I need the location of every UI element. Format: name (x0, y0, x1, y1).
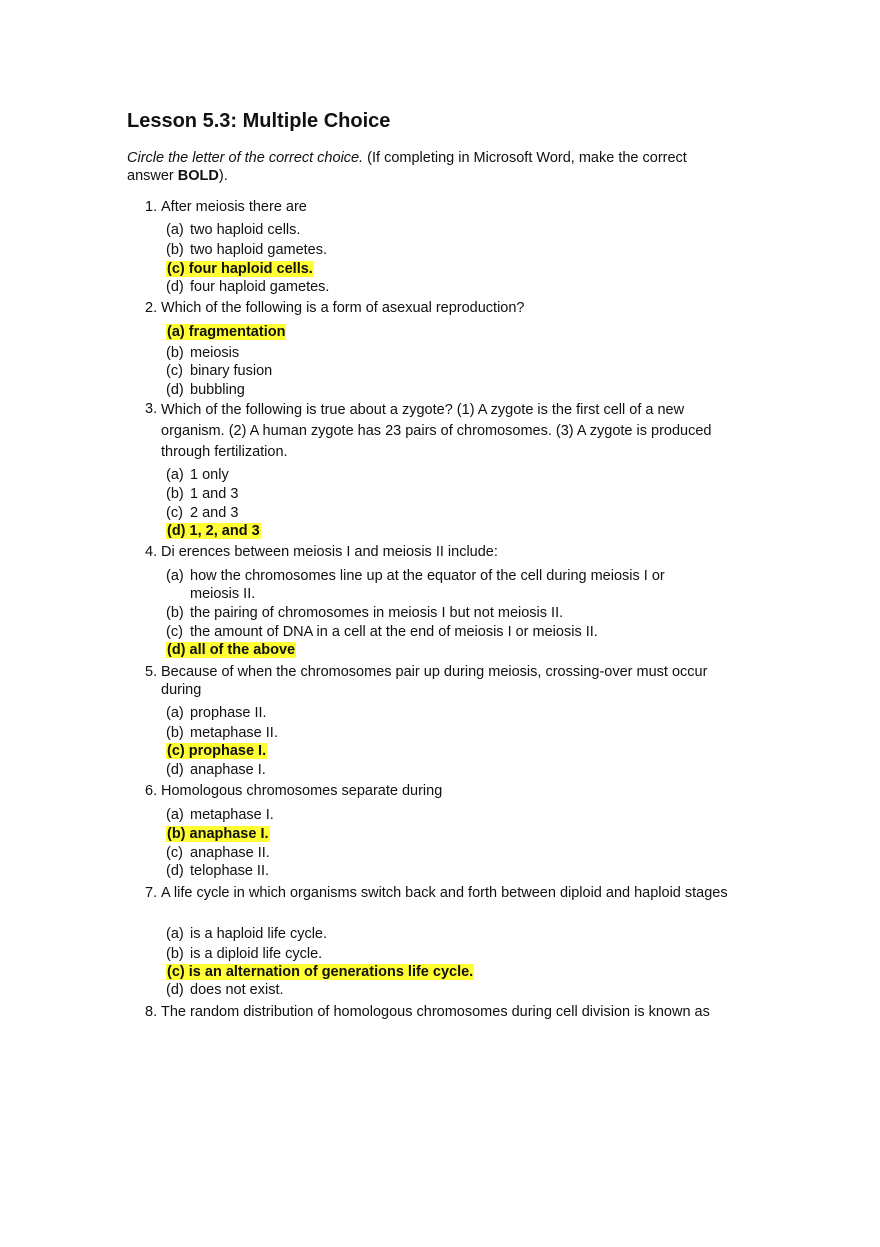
question-stem: Homologous chromosomes separate during (161, 783, 443, 799)
question-number: 5. (145, 664, 158, 680)
question-stem: Di erences between meiosis I and meiosis II include: (161, 544, 498, 560)
question-stem: A life cycle in which organisms switch back and forth between diploid and haploid stages (161, 885, 728, 901)
option-text-continued: meiosis II. (190, 586, 256, 602)
option-text: telophase II. (190, 863, 269, 879)
answer-highlight (166, 743, 267, 759)
instructions-italic: Circle the letter of the correct choice. (127, 150, 364, 166)
option-letter: (d) (166, 279, 184, 295)
option-text: anaphase I. (190, 762, 266, 778)
option-text: all of the above (189, 642, 296, 658)
option-5a[interactable] (166, 704, 267, 722)
option-letter: (a) (166, 568, 184, 584)
option-7b[interactable] (166, 945, 322, 963)
option-1c-correct[interactable] (166, 260, 314, 278)
answer-highlight (166, 523, 261, 539)
option-text: does not exist. (190, 982, 284, 998)
question-stem: Which of the following is true about a zygote? (1) A zygote is the first cell of a new organism. (2) A human zygote has 23 pairs of chromosomes. (3) A zygote is produced through fertilization. (161, 402, 712, 460)
option-letter: (c) (167, 964, 185, 980)
option-text: 1, 2, and 3 (189, 523, 260, 539)
option-text: prophase I. (188, 743, 267, 759)
instructions-end: ). (218, 168, 228, 184)
option-letter: (b) (166, 242, 184, 258)
option-letter: (c) (167, 743, 185, 759)
option-text: 1 only (190, 467, 229, 483)
option-2b[interactable] (166, 344, 239, 362)
option-letter: (c) (166, 624, 183, 640)
option-4d-correct[interactable] (166, 641, 296, 659)
option-letter: (a) (166, 926, 184, 942)
option-letter: (a) (167, 324, 185, 340)
question-number: 7. (145, 885, 158, 901)
option-2a-correct[interactable] (166, 323, 286, 341)
option-text: the pairing of chromosomes in meiosis I but not meiosis II. (190, 605, 564, 621)
answer-highlight (166, 964, 474, 980)
question-number: 8. (145, 1004, 158, 1020)
option-1d[interactable] (166, 278, 329, 296)
option-5b[interactable] (166, 724, 278, 742)
option-text: binary fusion (190, 363, 273, 379)
option-4c[interactable] (166, 623, 598, 641)
option-7d[interactable] (166, 981, 284, 999)
option-letter: (d) (166, 382, 184, 398)
option-letter: (d) (167, 523, 186, 539)
option-5c-correct[interactable] (166, 742, 267, 760)
answer-highlight (166, 261, 314, 277)
option-7c-correct[interactable] (166, 963, 474, 981)
option-text: two haploid cells. (190, 222, 301, 238)
question-stem: The random distribution of homologous chromosomes during cell division is known as (161, 1004, 710, 1020)
option-text: metaphase I. (190, 807, 274, 823)
option-text: 1 and 3 (190, 486, 239, 502)
option-text: is a haploid life cycle. (190, 926, 328, 942)
question-stem: Which of the following is a form of asexual reproduction? (161, 300, 525, 316)
option-5d[interactable] (166, 761, 266, 779)
option-text: meiosis (190, 345, 240, 361)
option-text: anaphase I. (189, 826, 269, 842)
option-letter: (b) (166, 725, 184, 741)
option-letter: (d) (167, 642, 186, 658)
option-3c[interactable] (166, 504, 238, 522)
option-3d-correct[interactable] (166, 522, 261, 540)
option-text: four haploid gametes. (190, 279, 330, 295)
page-title: Lesson 5.3: Multiple Choice (127, 110, 391, 132)
answer-highlight (166, 826, 270, 842)
instructions-bold: BOLD (177, 168, 219, 184)
option-text: four haploid cells. (188, 261, 313, 277)
option-3a[interactable] (166, 466, 229, 484)
option-letter: (c) (166, 505, 183, 521)
option-2c[interactable] (166, 362, 272, 380)
question-number: 1. (145, 199, 158, 215)
option-1b[interactable] (166, 241, 327, 259)
option-text: anaphase II. (190, 845, 270, 861)
option-6d[interactable] (166, 862, 269, 880)
option-6c[interactable] (166, 844, 270, 862)
option-text: two haploid gametes. (190, 242, 328, 258)
option-letter: (c) (166, 363, 183, 379)
option-text: is an alternation of generations life cycle. (188, 964, 474, 980)
option-letter: (a) (166, 222, 184, 238)
option-letter: (b) (166, 946, 184, 962)
option-letter: (a) (166, 705, 184, 721)
option-6a[interactable] (166, 806, 274, 824)
question-number: 4. (145, 544, 158, 560)
option-4a[interactable] (166, 567, 726, 603)
option-letter: (a) (166, 807, 184, 823)
answer-highlight (166, 642, 296, 658)
option-text: is a diploid life cycle. (190, 946, 323, 962)
instructions-text: (If completing in Microsoft Word, make the correct answer (127, 150, 687, 184)
option-1a[interactable] (166, 221, 300, 239)
option-letter: (d) (166, 762, 184, 778)
option-letter: (b) (166, 605, 184, 621)
question-stem: After meiosis there are (161, 199, 307, 215)
option-letter: (b) (166, 345, 184, 361)
option-letter: (b) (167, 826, 186, 842)
option-2d[interactable] (166, 381, 245, 399)
option-letter: (a) (166, 467, 184, 483)
option-text: 2 and 3 (190, 505, 239, 521)
option-letter: (c) (166, 845, 183, 861)
answer-highlight (166, 324, 286, 340)
option-letter: (b) (166, 486, 184, 502)
option-4b[interactable] (166, 604, 563, 622)
option-3b[interactable] (166, 485, 238, 503)
option-letter: (d) (166, 863, 184, 879)
instructions (127, 149, 727, 185)
option-letter: (d) (166, 982, 184, 998)
option-6b-correct[interactable] (166, 825, 270, 843)
question-number: 2. (145, 300, 158, 316)
question-stem: Because of when the chromosomes pair up during meiosis, crossing-over must occur during (161, 664, 708, 698)
option-text: how the chromosomes line up at the equator of the cell during meiosis I or (190, 568, 665, 584)
option-text: fragmentation (188, 324, 286, 340)
option-text: the amount of DNA in a cell at the end of meiosis I or meiosis II. (190, 624, 598, 640)
option-7a[interactable] (166, 925, 327, 943)
question-number: 6. (145, 783, 158, 799)
option-text: metaphase II. (190, 725, 278, 741)
option-letter: (c) (167, 261, 185, 277)
option-text: prophase II. (190, 705, 267, 721)
option-text: bubbling (190, 382, 245, 398)
question-number: 3. (145, 401, 158, 417)
